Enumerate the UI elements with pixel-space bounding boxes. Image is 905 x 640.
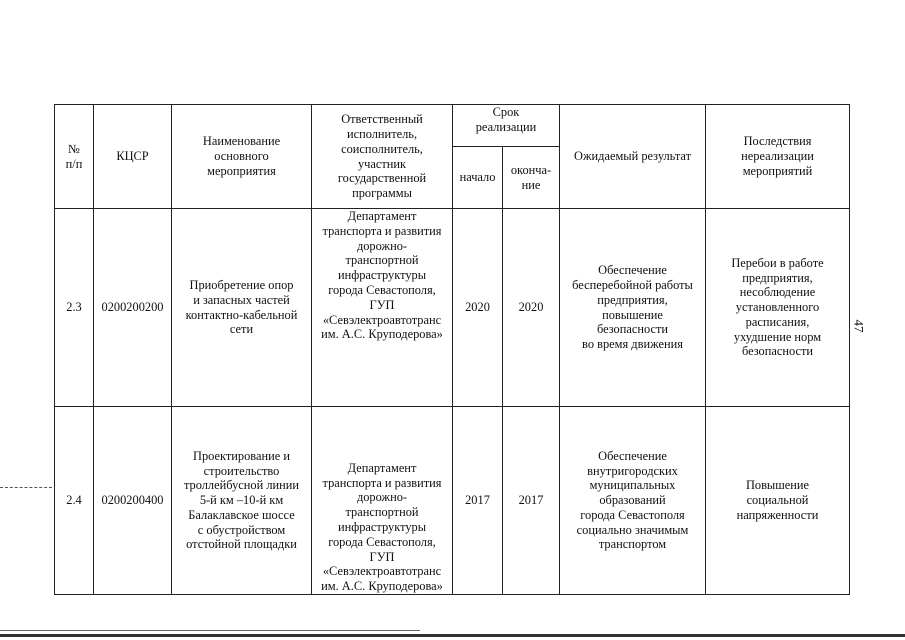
row-num: 2.3 [55, 209, 94, 407]
row-num: 2.4 [55, 407, 94, 595]
row-expected-result: Обеспечение внутригородских муниципальных образований города Севастополя социально значимым транспортом [560, 407, 706, 595]
header-expected-result: Ожидаемый результат [560, 105, 706, 209]
table-row [55, 209, 850, 407]
header-end: оконча- ние [503, 147, 560, 209]
header-term: Срок реализации [453, 105, 560, 147]
row-end: 2017 [503, 407, 560, 595]
header-activity-name: Наименование основного мероприятия [172, 105, 312, 209]
scan-artifact-line [0, 630, 420, 631]
header-row-1 [55, 105, 850, 147]
row-start: 2020 [453, 209, 503, 407]
row-consequences: Перебои в работе предприятия, несоблюдение установленного расписания, ухудшение норм безопасности [706, 209, 850, 407]
header-consequences: Последствия нереализации мероприятий [706, 105, 850, 209]
row-start: 2017 [453, 407, 503, 595]
scan-artifact-bar [0, 634, 905, 637]
row-kcsr: 0200200200 [94, 209, 172, 407]
table-row [55, 407, 850, 595]
row-expected-result: Обеспечение бесперебойной работы предприятия, повышение безопасности во время движения [560, 209, 706, 407]
header-responsible: Ответственный исполнитель, соисполнитель, участник государственной программы [312, 105, 453, 209]
row-end: 2020 [503, 209, 560, 407]
row-responsible: Департамент транспорта и развития дорожно- транспортной инфраструктуры города Севастополя, ГУП «Севэлектроавтотранс им. А.С. Круподерова» [312, 209, 453, 407]
header-num: № п/п [55, 105, 94, 209]
header-start: начало [453, 147, 503, 209]
row-activity-name: Приобретение опор и запасных частей контактно-кабельной сети [172, 209, 312, 407]
scan-artifact-line [0, 487, 52, 488]
program-activities-table [54, 104, 850, 595]
row-responsible: Департамент транспорта и развития дорожно- транспортной инфраструктуры города Севастополя, ГУП «Севэлектроавтотранс им. А.С. Круподерова» [312, 407, 453, 595]
row-activity-name: Проектирование и строительство троллейбусной линии 5-й км –10-й км Балаклавское шоссе с обустройством отстойной площадки [172, 407, 312, 595]
page-number: 47 [851, 319, 867, 333]
row-consequences: Повышение социальной напряженности [706, 407, 850, 595]
header-kcsr: КЦСР [94, 105, 172, 209]
row-kcsr: 0200200400 [94, 407, 172, 595]
